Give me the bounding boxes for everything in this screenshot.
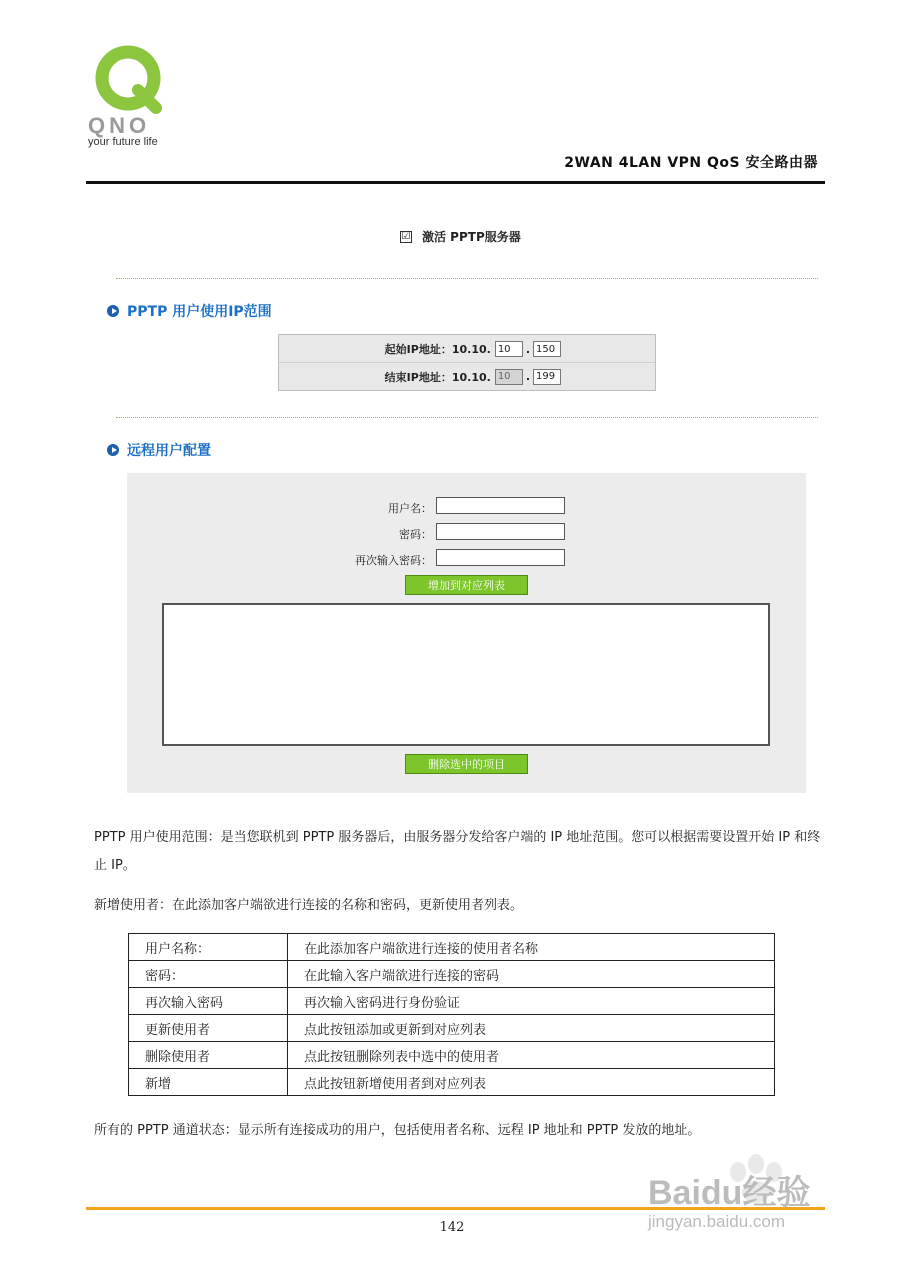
remote-user-heading <box>107 440 211 460</box>
table-term: 密码： <box>129 961 288 988</box>
table-term: 更新使用者 <box>129 1015 288 1042</box>
watermark-url: jingyan.baidu.com <box>648 1212 786 1231</box>
table-desc: 点此按钮新增使用者到对应列表 <box>288 1069 775 1096</box>
table-desc: 点此按钮添加或更新到对应列表 <box>288 1015 775 1042</box>
table-desc: 点此按钮删除列表中选中的使用者 <box>288 1042 775 1069</box>
end-ip-octet4-input[interactable]: 199 <box>533 369 561 385</box>
paragraph-pptp-status: 所有的 PPTP 通道状态：显示所有连接成功的用户，包括使用者名称、远程 IP 地址和 PPTP 发放的地址。 <box>94 1123 701 1138</box>
tagline: your future life <box>88 136 158 148</box>
table-row <box>129 1069 775 1096</box>
table-row <box>129 961 775 988</box>
logo-wordmark: QNO <box>88 113 151 138</box>
username-label: 用户名： <box>388 502 432 515</box>
header-divider <box>86 181 825 184</box>
start-ip-label: 起始IP地址：10.10. <box>384 343 491 356</box>
watermark-brand: Baidu经验 <box>648 1174 811 1212</box>
page-number: 142 <box>439 1220 465 1235</box>
bullet-arrow-icon <box>107 444 119 456</box>
end-ip-octet3-input: 10 <box>495 369 523 385</box>
table-term: 新增 <box>129 1069 288 1096</box>
ip-range-heading <box>107 301 272 321</box>
end-ip-label: 结束IP地址：10.10. <box>384 370 491 384</box>
section-divider <box>116 417 818 418</box>
section-divider <box>116 278 818 279</box>
table-desc: 在此添加客户端欲进行连接的使用者名称 <box>288 934 775 961</box>
table-desc: 再次输入密码进行身份验证 <box>288 988 775 1015</box>
start-ip-octet4-input[interactable]: 150 <box>533 341 561 357</box>
document-title: 2WAN 4LAN VPN QoS 安全路由器 <box>564 155 818 171</box>
bullet-arrow-icon <box>107 305 119 317</box>
user-list-box[interactable] <box>162 603 770 746</box>
confirm-password-input[interactable] <box>436 549 565 566</box>
table-term: 再次输入密码 <box>129 988 288 1015</box>
enable-pptp-checkbox[interactable]: ☑ <box>401 230 411 242</box>
table-row <box>129 1042 775 1069</box>
delete-selected-button[interactable]: 删除选中的项目 <box>405 754 528 774</box>
ip-separator: . <box>525 342 530 356</box>
table-row <box>129 988 775 1015</box>
start-ip-row <box>279 336 655 363</box>
table-term: 用户名称： <box>129 934 288 961</box>
table-row <box>129 934 775 961</box>
start-ip-octet3-input[interactable]: 10 <box>495 341 523 357</box>
password-input[interactable] <box>436 523 565 540</box>
password-label: 密码： <box>399 528 432 541</box>
add-to-list-button[interactable]: 增加到对应列表 <box>405 575 528 595</box>
remote-user-panel <box>127 473 806 793</box>
ip-range-table <box>278 334 656 391</box>
table-row <box>129 1015 775 1042</box>
table-desc: 在此输入客户端欲进行连接的密码 <box>288 961 775 988</box>
ip-separator: . <box>525 370 530 383</box>
remote-user-heading-text: 远程用户配置 <box>127 443 211 459</box>
table-term: 删除使用者 <box>129 1042 288 1069</box>
paragraph-add-user: 新增使用者：在此添加客户端欲进行连接的名称和密码，更新使用者列表。 <box>94 898 524 913</box>
paragraph-ip-range: PPTP 用户使用范围：是当您联机到 PPTP 服务器后，由服务器分发给客户端的 IP 地址范围。您可以根据需要设置开始 IP 和终止 IP。 <box>94 830 821 873</box>
ip-range-heading-text: PPTP 用户使用IP范围 <box>127 304 272 320</box>
confirm-password-label: 再次输入密码： <box>355 554 432 567</box>
enable-pptp-row <box>400 228 521 245</box>
description-table <box>128 933 775 1096</box>
enable-pptp-label: 激活 PPTP服务器 <box>422 230 521 244</box>
end-ip-row <box>279 363 655 390</box>
username-input[interactable] <box>436 497 565 514</box>
